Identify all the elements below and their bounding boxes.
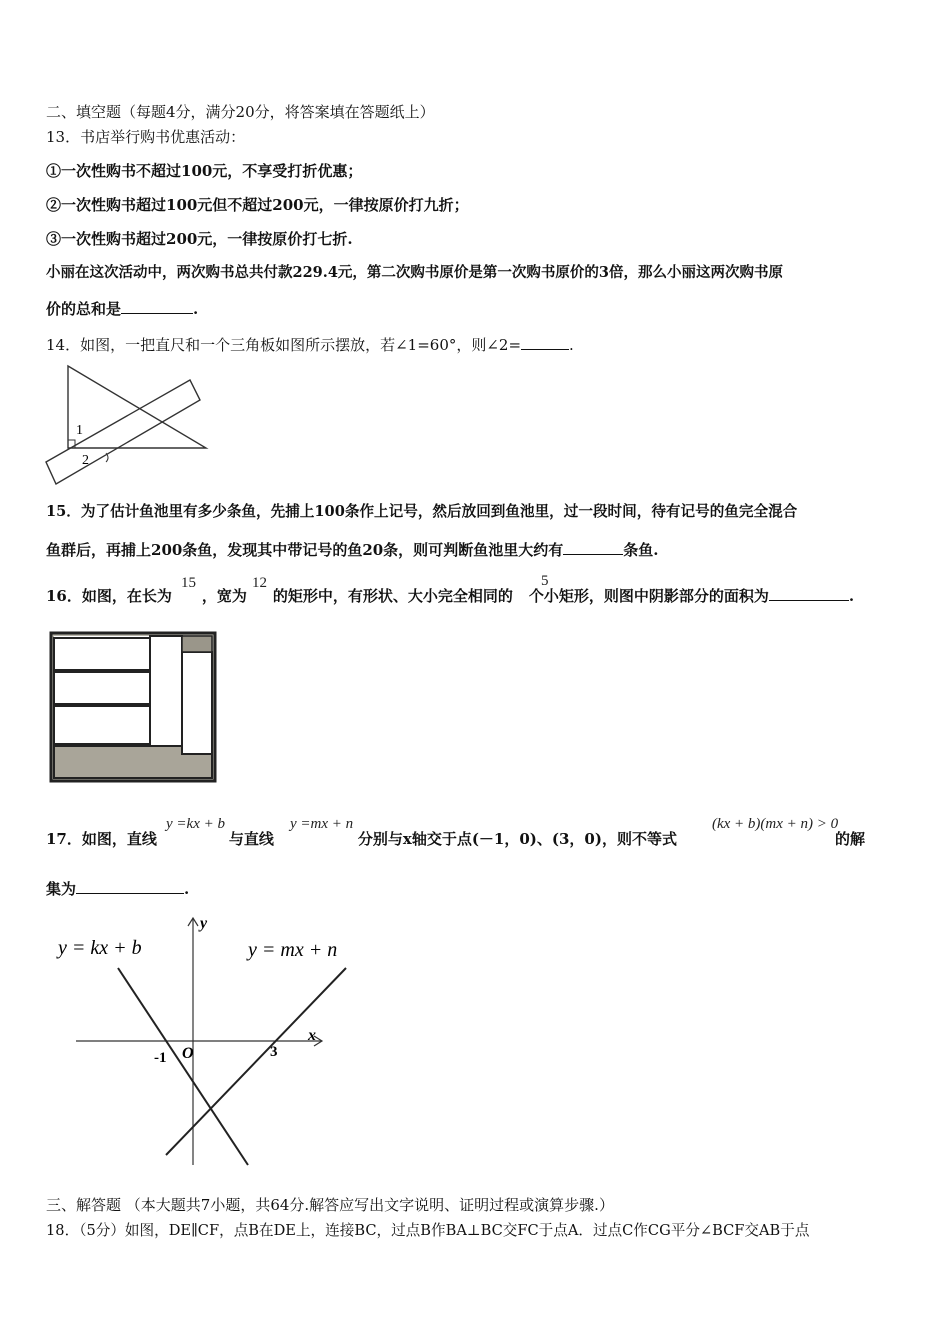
q13-rule1: ①一次性购书不超过100元，不享受打折优惠；: [46, 162, 363, 180]
q17-part4: 的解: [834, 830, 865, 848]
q16-small-rect-5: [182, 652, 212, 754]
q17-y-label: y: [200, 915, 208, 932]
q17-eq1-label: y = kx + b: [58, 937, 142, 959]
q14-ruler: [46, 380, 200, 484]
q16-part1: 16．如图，在长为: [46, 587, 172, 605]
q17-inequality: (kx + b)(mx + n) > 0: [712, 816, 839, 832]
q16-part4: 个小矩形，则图中阴影部分的面积为: [528, 587, 769, 605]
q15-suffix: 条鱼.: [623, 541, 659, 559]
q17-answer-prefix: 集为: [46, 880, 77, 898]
q14-text: 14．如图，一把直尺和一个三角板如图所示摆放，若∠1=60°，则∠2=: [46, 336, 522, 354]
q16-width-value: 12: [252, 575, 267, 591]
q16-part5: .: [848, 587, 855, 605]
q17-part3: 分别与x轴交于点(－1，0)、(3，0)，则不等式: [357, 830, 677, 848]
q17-line1-equation: y =kx + b: [166, 816, 225, 832]
q16-shaded-top-right: [182, 636, 212, 652]
q17-figure: [50, 910, 360, 1170]
q15-line1: 15．为了估计鱼池里有多少条鱼，先捕上100条作上记号，然后放回到鱼池里，过一段时间，待有记号的鱼完全混合: [46, 503, 798, 520]
q14-label-1: 1: [76, 423, 83, 438]
q16-part3: 的矩形中，有形状、大小完全相同的: [272, 587, 513, 605]
q17-line2: [46, 879, 189, 899]
q17-answer-suffix: .: [184, 880, 190, 898]
q16-length-value: 15: [181, 575, 196, 591]
q14-figure: [40, 360, 220, 490]
q15-answer-blank[interactable]: [563, 540, 623, 555]
q18-text: 18．（5分）如图，DE∥CF，点B在DE上，连接BC，过点B作BA⊥BC交FC于点A．过点C作CG平分∠BCF交AB于点: [46, 1222, 810, 1239]
q15-line2: [46, 540, 658, 560]
q14-suffix: .: [569, 336, 574, 354]
q16-count-value: 5: [541, 573, 549, 589]
section3-header: 三、解答题 （本大题共7小题，共64分.解答应写出文字说明、证明过程或演算步骤.）: [46, 1196, 614, 1214]
q16-part2: ，宽为: [201, 587, 247, 605]
q14-question: [46, 335, 574, 355]
q17-part1: 17．如图，直线: [46, 830, 157, 848]
q14-answer-blank[interactable]: [521, 335, 569, 350]
q13-question-suffix: .: [193, 300, 199, 318]
q14-label-2: 2: [82, 453, 89, 468]
q13-question-prefix: 价的总和是: [46, 300, 122, 318]
q16-small-rect-4: [150, 636, 182, 746]
q17-answer-blank[interactable]: [76, 879, 184, 894]
q16-answer-blank[interactable]: [769, 586, 849, 601]
q13-question-line1: 小丽在这次活动中，两次购书总共付款229.4元，第二次购书原价是第一次购书原价的3倍，那么小丽这两次购书原: [46, 264, 783, 281]
q17-origin-label: O: [182, 1045, 194, 1062]
q16-small-rect-1: [54, 638, 150, 670]
q13-rule2: ②一次性购书超过100元但不超过200元，一律按原价打九折；: [46, 196, 469, 214]
q13-question-line2: [46, 299, 198, 319]
section2-header: 二、填空题（每题4分，满分20分，将答案填在答题纸上）: [46, 103, 435, 121]
q17-eq2-label: y = mx + n: [248, 939, 338, 961]
q17-tick-3: 3: [270, 1044, 278, 1060]
q16-question: [46, 586, 854, 606]
q17-part2: 与直线: [228, 830, 274, 848]
q16-figure: [48, 630, 218, 784]
q17-tick-neg1: -1: [154, 1050, 167, 1066]
q14-triangle: [68, 366, 206, 448]
q16-small-rect-3: [54, 706, 150, 744]
q17-x-label: x: [308, 1027, 316, 1044]
q17-line2-equation: y =mx + n: [290, 816, 354, 832]
q15-prefix: 鱼群后，再捕上200条鱼，发现其中带记号的鱼20条，则可判断鱼池里大约有: [46, 541, 564, 559]
q13-intro: 13．书店举行购书优惠活动：: [46, 128, 246, 146]
q13-rule3: ③一次性购书超过200元，一律按原价打七折.: [46, 230, 353, 248]
q16-small-rect-2: [54, 672, 150, 704]
q17-line-kx-b: [118, 968, 248, 1165]
q13-answer-blank[interactable]: [121, 299, 193, 314]
